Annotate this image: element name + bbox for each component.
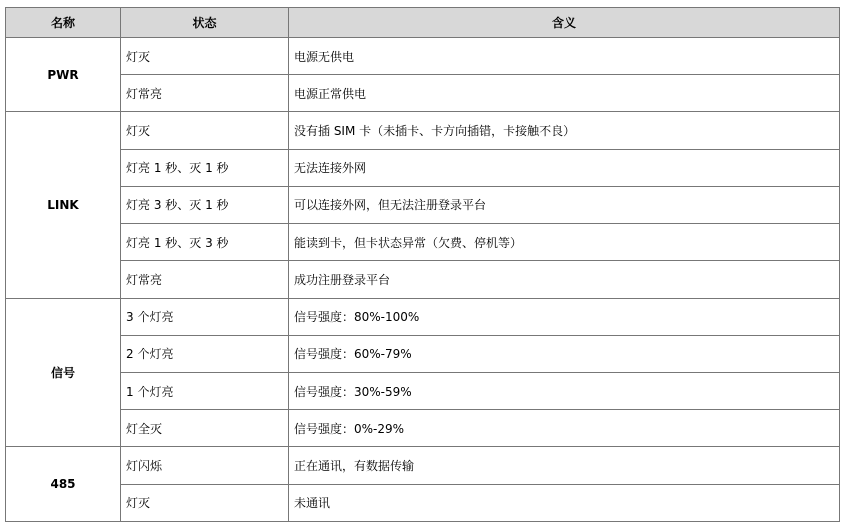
state-cell: 灯常亮 (121, 261, 289, 298)
meaning-cell: 没有插 SIM 卡（未插卡、卡方向插错，卡接触不良） (289, 112, 840, 149)
state-cell: 灯亮 1 秒、灭 1 秒 (121, 149, 289, 186)
meaning-cell: 信号强度：0%-29% (289, 410, 840, 447)
table-row (6, 75, 840, 112)
meaning-cell: 信号强度：80%-100% (289, 298, 840, 335)
meaning-cell: 可以连接外网，但无法注册登录平台 (289, 186, 840, 223)
meaning-cell: 无法连接外网 (289, 149, 840, 186)
header-name: 名称 (6, 8, 121, 38)
meaning-cell: 电源无供电 (289, 38, 840, 75)
group-name-485: 485 (6, 447, 121, 522)
table-row (6, 224, 840, 261)
table-row (6, 186, 840, 223)
table-row (6, 447, 840, 484)
meaning-cell: 成功注册登录平台 (289, 261, 840, 298)
group-name-signal: 信号 (6, 298, 121, 447)
group-name-link: LINK (6, 112, 121, 298)
header-row (6, 8, 840, 38)
state-cell: 灯全灭 (121, 410, 289, 447)
state-cell: 3 个灯亮 (121, 298, 289, 335)
header-state: 状态 (121, 8, 289, 38)
state-cell: 灯常亮 (121, 75, 289, 112)
table-row (6, 38, 840, 75)
table-row (6, 112, 840, 149)
led-status-table (5, 7, 840, 522)
table-row (6, 298, 840, 335)
table-row (6, 149, 840, 186)
table-row (6, 484, 840, 521)
state-cell: 1 个灯亮 (121, 372, 289, 409)
table-row (6, 372, 840, 409)
table-row (6, 410, 840, 447)
state-cell: 灯灭 (121, 484, 289, 521)
state-cell: 2 个灯亮 (121, 335, 289, 372)
meaning-cell: 未通讯 (289, 484, 840, 521)
meaning-cell: 正在通讯，有数据传输 (289, 447, 840, 484)
header-meaning: 含义 (289, 8, 840, 38)
meaning-cell: 信号强度：30%-59% (289, 372, 840, 409)
state-cell: 灯灭 (121, 38, 289, 75)
table-row (6, 261, 840, 298)
table-row (6, 335, 840, 372)
group-name-pwr: PWR (6, 38, 121, 112)
state-cell: 灯灭 (121, 112, 289, 149)
meaning-cell: 电源正常供电 (289, 75, 840, 112)
meaning-cell: 能读到卡，但卡状态异常（欠费、停机等） (289, 224, 840, 261)
state-cell: 灯亮 3 秒、灭 1 秒 (121, 186, 289, 223)
meaning-cell: 信号强度：60%-79% (289, 335, 840, 372)
state-cell: 灯亮 1 秒、灭 3 秒 (121, 224, 289, 261)
table-body (6, 38, 840, 522)
state-cell: 灯闪烁 (121, 447, 289, 484)
